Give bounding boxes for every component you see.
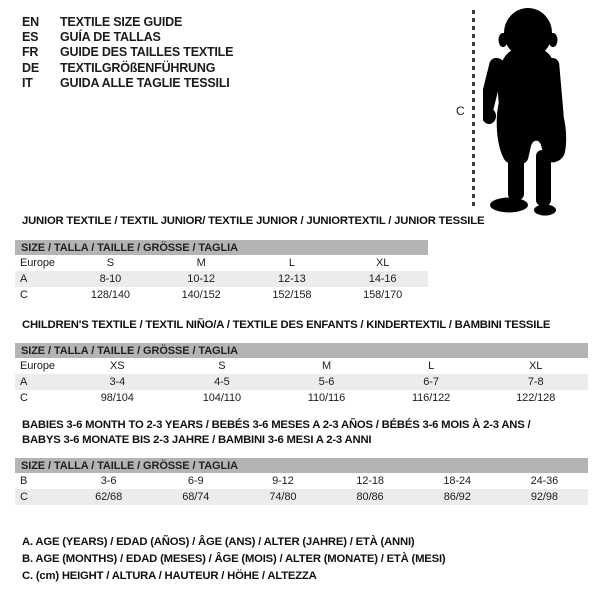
size-header-bar [15, 343, 588, 358]
size-header-bar [15, 240, 428, 255]
table-row [15, 287, 428, 303]
row-label: B [20, 475, 28, 487]
language-code: FR [22, 45, 39, 60]
size-header-label: SIZE / TALLA / TAILLE / GRÖSSE / TAGLIA [15, 458, 588, 473]
footnote-b: B. AGE (MONTHS) / EDAD (MESES) / ÂGE (MOIS) / ALTER (MONATE) / ETÀ (MESI) [22, 553, 446, 565]
babies-size-table [15, 458, 588, 505]
cell: XL [529, 360, 543, 372]
row-label: A [15, 374, 65, 390]
language-code: ES [22, 30, 39, 45]
cell: XS [110, 360, 125, 372]
height-measure-dashed-line [472, 10, 475, 208]
row-label: C [20, 392, 28, 404]
language-code: DE [22, 60, 39, 75]
size-header-bar [15, 458, 588, 473]
language-row [22, 45, 233, 60]
language-row [22, 76, 233, 91]
language-title-list [22, 15, 233, 91]
cell: 3-4 [65, 374, 170, 390]
row-label: C [15, 489, 65, 505]
cell: 12-13 [247, 271, 338, 287]
cell: 110/116 [307, 392, 346, 404]
language-row [22, 61, 233, 76]
toddler-silhouette-icon [483, 4, 583, 216]
footnote-c: C. (cm) HEIGHT / ALTURA / HAUTEUR / HÖHE / ALTEZZA [22, 570, 317, 582]
table-row [15, 390, 588, 406]
babies-title-line1: BABIES 3-6 MONTH TO 2-3 YEARS / BEBÉS 3-6 MESES A 2-3 AÑOS / BÉBÉS 3-6 MOIS À 2-3 ANS / [22, 419, 531, 431]
junior-size-table [15, 240, 428, 303]
cell: 122/128 [516, 392, 556, 404]
cell: 3-6 [100, 475, 117, 487]
table-row [15, 489, 588, 505]
language-row [22, 15, 233, 30]
cell: L [288, 257, 295, 269]
cell: 80/86 [326, 489, 413, 505]
cell: 158/170 [363, 289, 403, 301]
cell: 10-12 [156, 271, 247, 287]
cell: 152/158 [272, 289, 312, 301]
cell: 6-9 [187, 475, 204, 487]
size-header-label: SIZE / TALLA / TAILLE / GRÖSSE / TAGLIA [15, 240, 428, 255]
cell: S [218, 360, 226, 372]
language-title: TEXTILGRÖßENFÜHRUNG [60, 60, 216, 75]
cell: 7-8 [483, 374, 588, 390]
row-label: C [20, 289, 28, 301]
cell: M [321, 360, 332, 372]
table-row [15, 271, 428, 287]
cell: 5-6 [274, 374, 379, 390]
table-row [15, 473, 588, 489]
table-row [15, 255, 428, 271]
cell: 12-18 [356, 475, 384, 487]
row-label: Europe [20, 360, 55, 372]
cell: 98/104 [100, 392, 134, 404]
table-row [15, 358, 588, 374]
cell: 74/80 [239, 489, 326, 505]
cell: 68/74 [152, 489, 239, 505]
language-title: GUIDE DES TAILLES TEXTILE [60, 45, 234, 60]
footnote-a: A. AGE (YEARS) / EDAD (AÑOS) / ÂGE (ANS) / ALTER (JAHRE) / ETÀ (ANNI) [22, 536, 415, 548]
cell: 92/98 [501, 489, 588, 505]
cell: 6-7 [379, 374, 484, 390]
cell: 140/152 [181, 289, 221, 301]
cell: XL [375, 257, 390, 269]
children-size-table [15, 343, 588, 406]
language-row [22, 30, 233, 45]
cell: 8-10 [65, 271, 156, 287]
cell: 86/92 [414, 489, 501, 505]
junior-table-title: JUNIOR TEXTILE / TEXTIL JUNIOR/ TEXTILE JUNIOR / JUNIORTEXTIL / JUNIOR TESSILE [22, 215, 485, 227]
row-label: Europe [20, 257, 55, 269]
cell: 116/122 [411, 392, 451, 404]
cell: 24-36 [530, 475, 559, 487]
cell: 128/140 [90, 289, 130, 301]
footnote-legend [22, 534, 445, 585]
cell: 18-24 [443, 475, 472, 487]
cell: 104/110 [202, 392, 242, 404]
table-row [15, 374, 588, 390]
cell: 62/68 [65, 489, 152, 505]
cell: 14-16 [337, 271, 428, 287]
babies-title-line2: BABYS 3-6 MONATE BIS 2-3 JAHRE / BAMBINI 3-6 MESI A 2-3 ANNI [22, 434, 372, 446]
language-title: TEXTILE SIZE GUIDE [60, 15, 183, 29]
babies-table-title [22, 418, 587, 448]
row-label: A [15, 271, 65, 287]
cell: 9-12 [272, 475, 294, 487]
children-table-title: CHILDREN'S TEXTILE / TEXTIL NIÑO/A / TEXTILE DES ENFANTS / KINDERTEXTIL / BAMBINI TESSILE [22, 319, 551, 331]
cell: M [196, 257, 206, 269]
height-measure-label: C [456, 104, 465, 118]
size-header-label: SIZE / TALLA / TAILLE / GRÖSSE / TAGLIA [15, 343, 588, 358]
language-title: GUÍA DE TALLAS [60, 30, 161, 45]
language-code: EN [22, 15, 39, 29]
language-code: IT [22, 75, 33, 90]
language-title: GUIDA ALLE TAGLIE TESSILI [60, 75, 230, 90]
cell: L [428, 360, 435, 372]
cell: S [106, 257, 114, 269]
cell: 4-5 [170, 374, 275, 390]
